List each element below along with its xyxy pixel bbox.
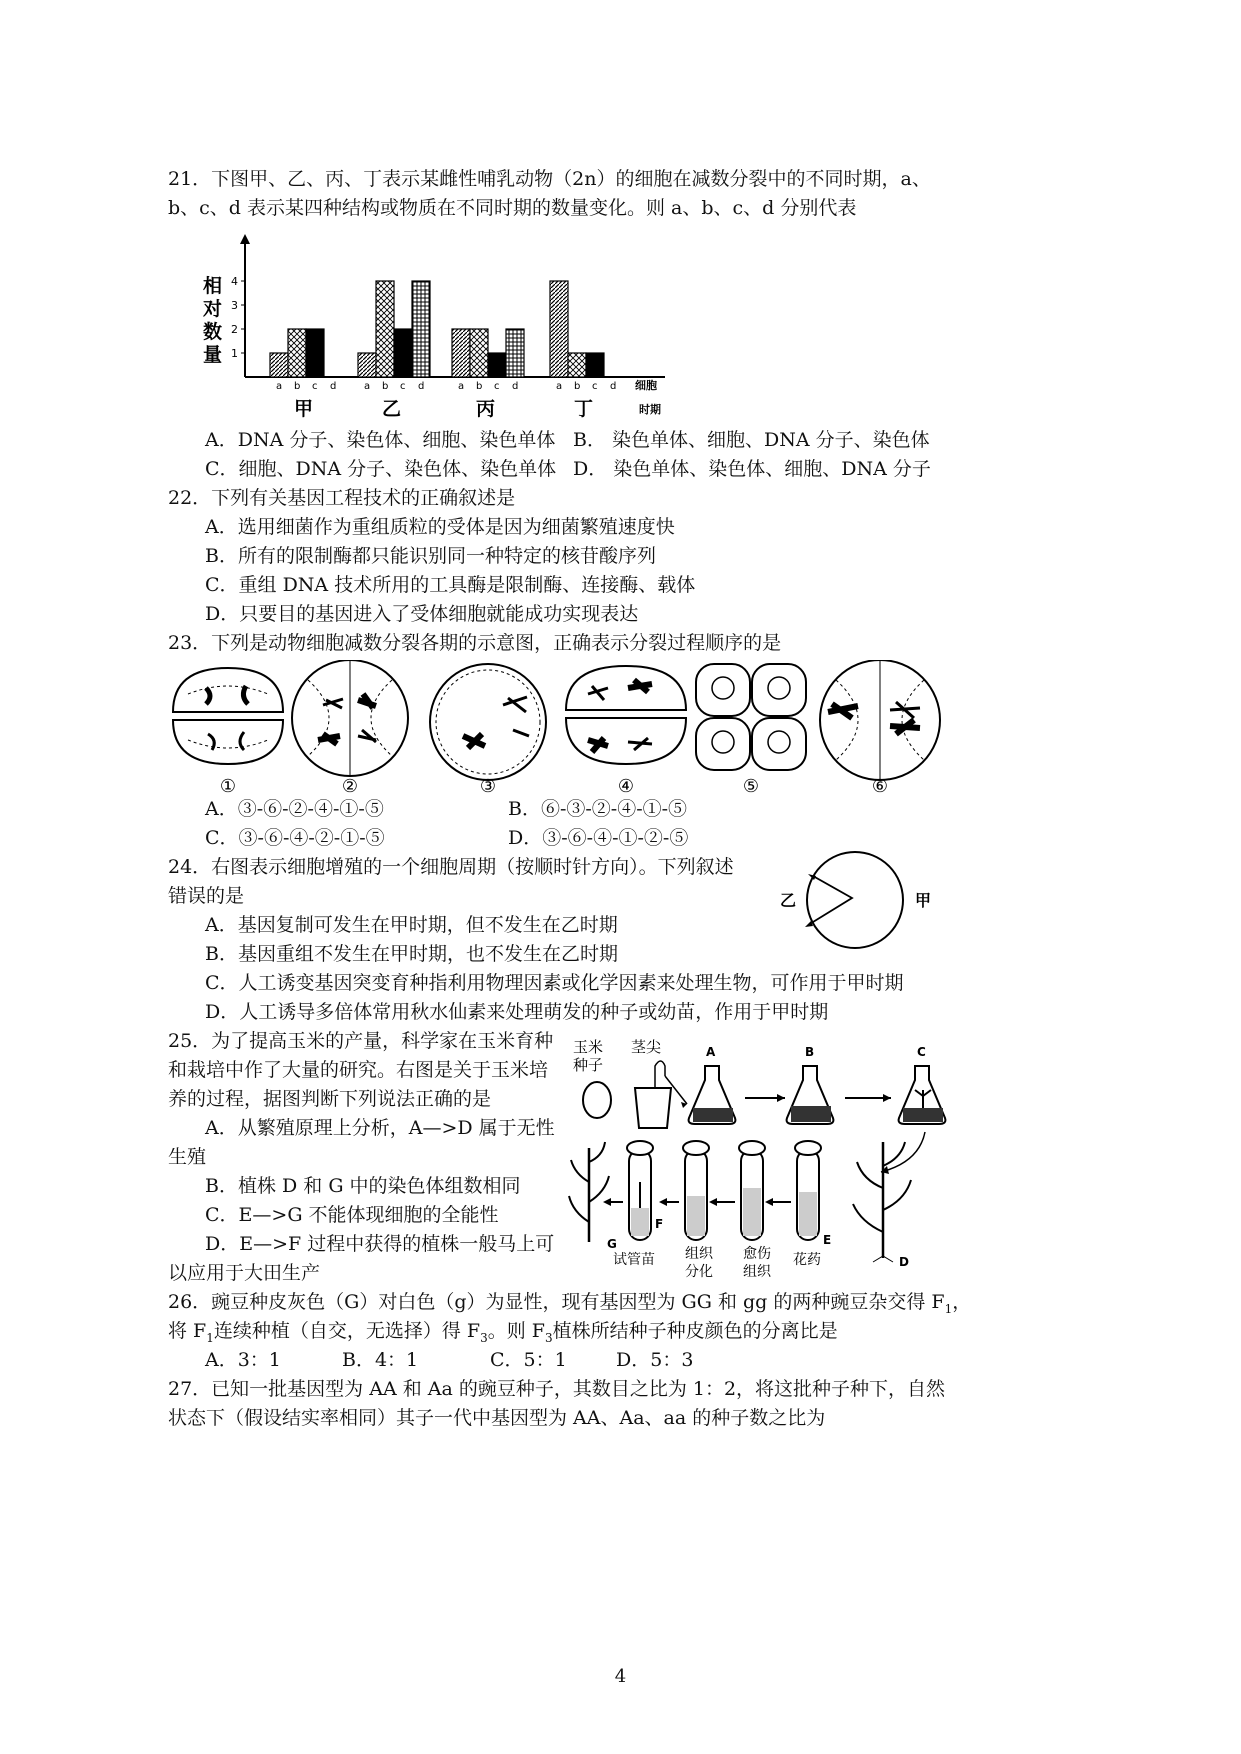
q24-option-c: C．人工诱变基因突变育种指利用物理因素或化学因素来处理生物，可作用于甲时期 xyxy=(205,972,904,994)
bar-letter-c: c xyxy=(494,381,500,392)
q22-option-a: A．选用细菌作为重组质粒的受体是因为细菌繁殖速度快 xyxy=(205,516,675,538)
q24-stem-line2: 错误的是 xyxy=(168,885,245,907)
q23-option-b: B．⑥-③-②-④-①-⑤ xyxy=(508,798,688,820)
q22-option-d: D．只要目的基因进入了受体细胞就能成功实现表达 xyxy=(205,603,639,625)
cell-label-3: ③ xyxy=(479,776,497,797)
stem-tip-label: 茎尖 xyxy=(631,1038,662,1056)
label-g: G xyxy=(607,1237,617,1251)
q22-option-c: C．重组 DNA 技术所用的工具酶是限制酶、连接酶、载体 xyxy=(205,574,696,596)
tube3-label-2: 组织 xyxy=(743,1264,771,1280)
tube2-label-2: 分化 xyxy=(685,1264,713,1280)
seed-label-1: 玉米 xyxy=(573,1038,604,1056)
q26-stem-line1: 26．豌豆种皮灰色（G）对白色（g）为显性，现有基因型为 GG 和 gg 的两种豌豆杂交得 $F_1$， xyxy=(168,1291,972,1316)
q26-option-c: C．5：1 xyxy=(490,1349,567,1371)
bar-c xyxy=(306,329,324,377)
pot-icon xyxy=(635,1088,671,1128)
bar-letter-d: d xyxy=(418,381,425,392)
y-axis-label: 对 xyxy=(203,298,223,320)
q24-option-a: A．基因复制可发生在甲时期，但不发生在乙时期 xyxy=(205,914,618,936)
x-axis-label-bottom: 时期 xyxy=(639,403,661,416)
cell-5-icon xyxy=(696,664,806,770)
bar-letter-b: b xyxy=(382,381,389,392)
flask-c-icon xyxy=(899,1045,946,1124)
cell-label-4: ④ xyxy=(617,776,635,797)
plant-d-icon xyxy=(853,1142,911,1269)
y-tick-label: 3 xyxy=(231,299,238,312)
q21-option-d: D． 染色单体、染色体、细胞、DNA 分子 xyxy=(573,458,931,480)
bar-letter-a: a xyxy=(458,381,465,392)
q24-cell-cycle-diagram xyxy=(770,848,945,953)
q25-option-d-line1: D．E—>F 过程中获得的植株一般马上可 xyxy=(205,1233,555,1255)
q25-option-b: B．植株 D 和 G 中的染色体组数相同 xyxy=(205,1175,521,1197)
q25-culture-diagram xyxy=(565,1032,955,1282)
q26-stem-line2: 将 $F_1$连续种植（自交，无选择）得 $F_3$。则 $F_3$植株所结种子种皮颜色的分离比是 xyxy=(168,1320,838,1345)
bar-b xyxy=(568,353,586,377)
cell-label-6: ⑥ xyxy=(871,776,889,797)
bar-b xyxy=(376,281,394,377)
label-d: D xyxy=(899,1255,909,1269)
cell-6-icon xyxy=(820,660,940,780)
tube-differentiation-icon xyxy=(683,1141,709,1240)
bar-a xyxy=(550,281,568,377)
category-label: 乙 xyxy=(382,398,402,420)
plant-g-icon xyxy=(569,1142,617,1251)
q26-option-b: B．4：1 xyxy=(342,1349,419,1371)
category-label: 甲 xyxy=(294,398,314,420)
label-jia: 甲 xyxy=(915,891,932,910)
q21-bar-chart xyxy=(195,232,675,422)
q23-meiosis-diagram xyxy=(168,660,958,800)
q21-option-a: A．DNA 分子、染色体、细胞、染色单体 xyxy=(205,429,556,451)
q21-stem-line2: b、c、d 表示某四种结构或物质在不同时期的数量变化。则 a、b、c、d 分别代表 xyxy=(168,197,857,219)
bar-a xyxy=(452,329,470,377)
q23-option-c: C．③-⑥-④-②-①-⑤ xyxy=(205,827,385,849)
q25-option-a-line1: A．从繁殖原理上分析，A—>D 属于无性 xyxy=(205,1117,555,1139)
tube-f-icon xyxy=(627,1141,663,1240)
category-label: 丁 xyxy=(574,398,594,420)
tube2-label-1: 组织 xyxy=(685,1246,713,1262)
label-a: A xyxy=(706,1045,716,1059)
bar-letter-b: b xyxy=(294,381,301,392)
cell-label-1: ① xyxy=(219,776,237,797)
y-axis-arrow xyxy=(240,234,250,244)
bar-letter-d: d xyxy=(330,381,337,392)
q21-option-b: B． 染色单体、细胞、DNA 分子、染色体 xyxy=(573,429,930,451)
bar-letter-c: c xyxy=(400,381,406,392)
q22-option-b: B．所有的限制酶都只能识别同一种特定的核苷酸序列 xyxy=(205,545,656,567)
y-tick-label: 2 xyxy=(231,323,238,336)
y-tick-label: 4 xyxy=(231,275,238,288)
tube3-label-1: 愈伤 xyxy=(743,1246,771,1262)
q26-option-a: A．3：1 xyxy=(205,1349,281,1371)
cell-label-5: ⑤ xyxy=(742,776,760,797)
y-axis-label: 数 xyxy=(203,321,223,343)
bar-c xyxy=(586,353,604,377)
bar-letter-b: b xyxy=(574,381,581,392)
q25-stem-line1: 25．为了提高玉米的产量，科学家在玉米育种 xyxy=(168,1030,554,1052)
q25-option-a-line2: 生殖 xyxy=(168,1146,207,1168)
bar-a xyxy=(270,353,288,377)
q24-option-b: B．基因重组不发生在甲时期，也不发生在乙时期 xyxy=(205,943,618,965)
bar-letter-d: d xyxy=(512,381,519,392)
q24-option-d: D．人工诱导多倍体常用秋水仙素来处理萌发的种子或幼苗，作用于甲时期 xyxy=(205,1001,829,1023)
cell-2-icon xyxy=(292,660,408,776)
y-tick-label: 1 xyxy=(231,347,238,360)
label-f: F xyxy=(655,1217,664,1231)
label-yi: 乙 xyxy=(780,891,797,910)
bar-letter-c: c xyxy=(312,381,318,392)
q25-option-d-line2: 以应用于大田生产 xyxy=(168,1262,321,1284)
bar-c xyxy=(488,353,506,377)
q25-stem-line3: 养的过程，据图判断下列说法正确的是 xyxy=(168,1088,492,1110)
tube-callus-icon xyxy=(739,1141,765,1240)
category-label: 丙 xyxy=(476,398,496,420)
bar-b xyxy=(288,329,306,377)
bar-a xyxy=(358,353,376,377)
bar-d xyxy=(412,281,430,377)
y-axis-label: 相 xyxy=(203,275,223,297)
bar-letter-a: a xyxy=(364,381,371,392)
tube4-label: 花药 xyxy=(793,1252,821,1268)
q27-stem-line2: 状态下（假设结实率相同）其子一代中基因型为 AA、Aa、aa 的种子数之比为 xyxy=(168,1407,826,1429)
cell-4-icon xyxy=(566,666,686,764)
bar-letter-d: d xyxy=(610,381,617,392)
tube1-label: 试管苗 xyxy=(613,1252,655,1268)
q25-option-c: C．E—>G 不能体现细胞的全能性 xyxy=(205,1204,499,1226)
seed-label-2: 种子 xyxy=(573,1056,604,1074)
bar-letter-b: b xyxy=(476,381,483,392)
q24-stem-line1: 24．右图表示细胞增殖的一个细胞周期（按顺时针方向）。下列叙述 xyxy=(168,856,734,878)
x-axis-label-top: 细胞 xyxy=(635,379,657,392)
cell-1-icon xyxy=(173,668,283,764)
label-e: E xyxy=(823,1233,832,1247)
flask-a-icon xyxy=(689,1045,736,1124)
q23-stem: 23．下列是动物细胞减数分裂各期的示意图，正确表示分裂过程顺序的是 xyxy=(168,632,782,654)
q22-stem: 22．下列有关基因工程技术的正确叙述是 xyxy=(168,487,516,509)
bar-c xyxy=(394,329,412,377)
q25-stem-line2: 和栽培中作了大量的研究。右图是关于玉米培 xyxy=(168,1059,549,1081)
label-c: C xyxy=(917,1045,926,1059)
y-axis-label: 量 xyxy=(203,344,223,366)
cell-label-2: ② xyxy=(341,776,359,797)
q27-stem-line1: 27．已知一批基因型为 AA 和 Aa 的豌豆种子，其数目之比为 1：2，将这批种子种下，自然 xyxy=(168,1378,946,1400)
page-number: 4 xyxy=(614,1666,627,1687)
q23-option-d: D．③-⑥-④-①-②-⑤ xyxy=(508,827,689,849)
cell-3-icon xyxy=(430,664,546,780)
bar-d xyxy=(506,329,524,377)
q26-option-d: D．5：3 xyxy=(616,1349,694,1371)
q21-stem-line1: 21．下图甲、乙、丙、丁表示某雌性哺乳动物（2n）的细胞在减数分裂中的不同时期，a、 xyxy=(168,168,931,190)
q21-option-c: C．细胞、DNA 分子、染色体、染色单体 xyxy=(205,458,557,480)
bar-letter-a: a xyxy=(556,381,563,392)
corn-seed-icon xyxy=(583,1082,611,1118)
bar-letter-a: a xyxy=(276,381,283,392)
tube-e-icon xyxy=(795,1141,831,1247)
bar-b xyxy=(470,329,488,377)
bar-letter-c: c xyxy=(592,381,598,392)
q23-option-a: A．③-⑥-②-④-①-⑤ xyxy=(205,798,384,820)
flask-b-icon xyxy=(787,1045,834,1124)
label-b: B xyxy=(805,1045,815,1059)
